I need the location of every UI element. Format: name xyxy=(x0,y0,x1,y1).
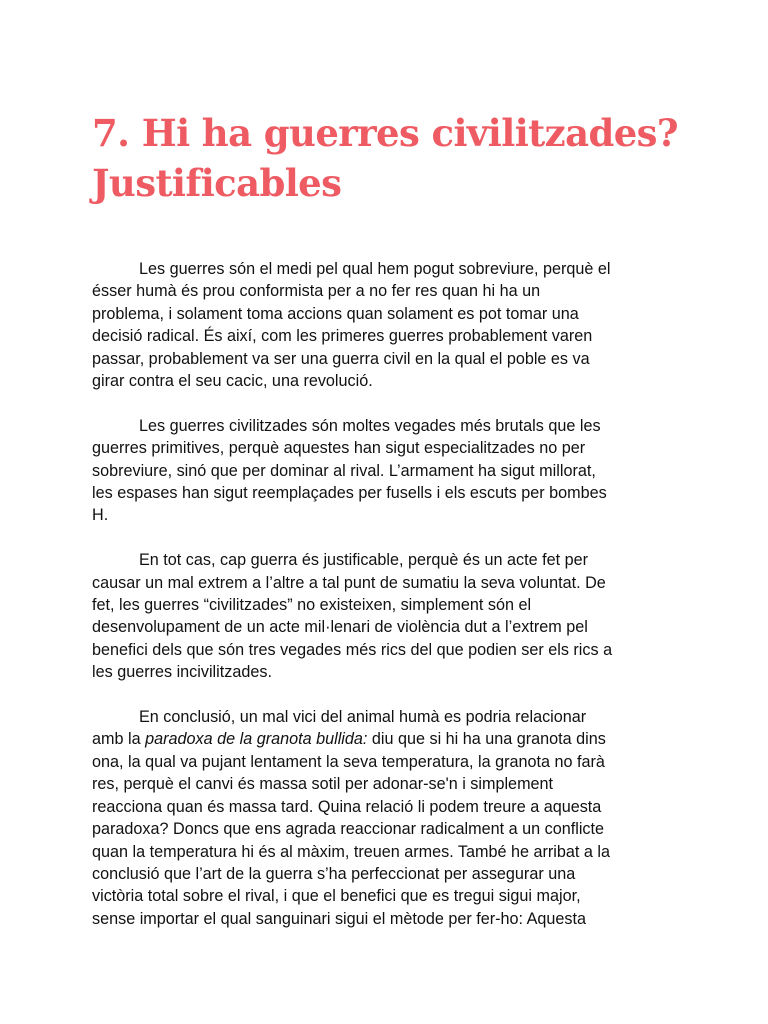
paragraph-line: causar un mal extrem a l’altre a tal punt de sumatiu la seva voluntat. De xyxy=(92,573,606,592)
paragraph-4 xyxy=(92,706,682,930)
paragraph-line: Les guerres són el medi pel qual hem pogut sobreviure, perquè el xyxy=(139,260,611,278)
paragraph-line: ésser humà és prou conformista per a no fer res quan hi ha un xyxy=(92,282,541,301)
paragraph-line: fet, les guerres “civilitzades” no existeixen, simplement són el xyxy=(92,596,532,615)
paragraph-line: En conclusió, un mal vici del animal humà es podria relacionar xyxy=(139,708,587,727)
paragraph-line: victòria total sobre el rival, i que el benefici que es tregui sigui major, xyxy=(92,887,581,906)
title-line: Justificables xyxy=(92,161,342,205)
paragraph-line: girar contra el seu cacic, una revolució. xyxy=(92,372,373,391)
paragraph-line: decisió radical. És així, com les primeres guerres probablement varen xyxy=(92,327,593,346)
paragraph-line: conclusió que l’art de la guerra s’ha perfeccionat per assegurar una xyxy=(92,864,576,883)
paragraph-line: H. xyxy=(92,506,109,525)
paragraph-2 xyxy=(92,415,682,527)
italic-phrase: paradoxa de la granota bullida: xyxy=(145,730,368,749)
paragraph-line: sense importar el qual sanguinari sigui el mètode per fer-ho: Aquesta xyxy=(92,909,587,928)
paragraph-line: problema, i solament toma accions quan solament es pot tomar una xyxy=(92,304,579,323)
paragraph-line: les espases han sigut reemplaçades per fusells i els escuts per bombes xyxy=(92,484,607,503)
line-suffix: diu que si hi ha una granota dins xyxy=(367,730,606,749)
title-line: 7. Hi ha guerres civilitzades? xyxy=(92,111,678,155)
paragraph-line: passar, probablement va ser una guerra civil en la qual el poble es va xyxy=(92,349,590,368)
paragraph-line: quan la temperatura hi és al màxim, treuen armes. També he arribat a la xyxy=(92,842,610,861)
paragraph-line: res, perquè el canvi és massa sotil per adonar-se'n i simplement xyxy=(92,775,554,794)
paragraph-line xyxy=(92,728,682,750)
paragraph-line: En tot cas, cap guerra és justificable, perquè és un acte fet per xyxy=(139,551,589,570)
paragraph-line: desenvolupament de un acte mil·lenari de violència dut a l’extrem pel xyxy=(92,618,588,637)
paragraph-line: paradoxa? Doncs que ens agrada reaccionar radicalment a un conflicte xyxy=(92,820,605,839)
paragraph-line: guerres primitives, perquè aquestes han sigut especialitzades no per xyxy=(92,439,586,458)
paragraph-line: les guerres incivilitzades. xyxy=(92,663,272,682)
page-title xyxy=(92,108,732,208)
paragraph-line: Les guerres civilitzades són moltes vegades més brutals que les xyxy=(139,416,601,435)
paragraph-line: ona, la qual va pujant lentament la seva temperatura, la granota no farà xyxy=(92,752,605,771)
line-prefix: amb la xyxy=(92,730,146,749)
document-body xyxy=(92,258,682,953)
paragraph-3 xyxy=(92,549,682,683)
paragraph-line: reacciona quan és massa tard. Quina relació li podem treure a aquesta xyxy=(92,797,602,816)
paragraph-line: benefici dels que són tres vegades més rics del que podien ser els rics a xyxy=(92,640,613,659)
paragraph-line: sobreviure, sinó que per dominar al rival. L’armament ha sigut millorat, xyxy=(92,461,596,480)
paragraph-1 xyxy=(92,258,682,392)
